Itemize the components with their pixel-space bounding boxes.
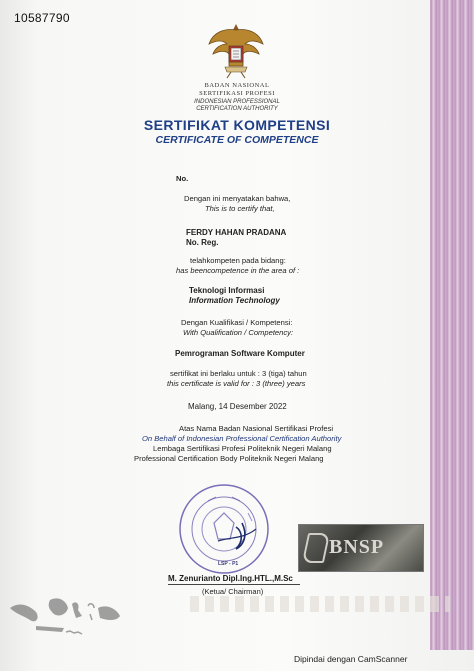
competent-statement-en: has beencompetence in the area of : [176, 266, 300, 275]
certificate-title: SERTIFIKAT KOMPETENSI [143, 117, 331, 133]
signature-line [168, 584, 300, 585]
security-pattern-strip [190, 596, 450, 612]
signatory-name: M. Zenurianto Dipl.Ing.HTL.,M.Sc [168, 574, 293, 583]
certify-statement-id: Dengan ini menyatakan bahwa, [184, 194, 291, 203]
behalf-statement-id: Atas Nama Badan Nasional Sertifikasi Profesi [179, 424, 334, 433]
garuda-emblem-icon [205, 20, 267, 82]
bnsp-logo [298, 524, 424, 572]
scanner-watermark: Dipindai dengan CamScanner [294, 654, 408, 664]
field-name-en: Information Technology [189, 296, 280, 305]
certificate-id-number: 10587790 [14, 11, 70, 25]
lsp-name-id: Lembaga Sertifikasi Profesi Politeknik Negeri Malang [153, 444, 332, 453]
lsp-name-en: Professional Certification Body Politeknik Negeri Malang [134, 454, 324, 463]
issuer-name [0, 82, 474, 98]
issuer-line-2: SERTIFIKASI PROFESI [199, 90, 275, 97]
field-name-id: Teknologi Informasi [189, 286, 265, 295]
registration-label: No. Reg. [186, 238, 219, 247]
signatory-role: (Ketua/ Chairman) [202, 587, 264, 596]
validity-statement-id: sertifikat ini berlaku untuk : 3 (tiga) tahun [170, 369, 307, 378]
bnsp-logo-text: BNSP [329, 536, 385, 558]
place-date: Malang, 14 Desember 2022 [188, 402, 287, 411]
number-label: No. [176, 174, 189, 183]
seal-label: LSP - P1 [218, 561, 239, 567]
behalf-statement-en: On Behalf of Indonesian Professional Certification Authority [142, 434, 342, 443]
issuer-line-3: INDONESIAN PROFESSIONAL [194, 99, 280, 105]
issuer-name-en [0, 99, 474, 113]
qualification-label-en: With Qualification / Competency: [183, 328, 294, 337]
validity-statement-en: this certificate is valid for : 3 (three) years [167, 379, 306, 388]
competent-statement-id: telahkompeten pada bidang: [190, 256, 286, 265]
bnsp-mark-icon [302, 533, 330, 563]
certify-statement-en: This is to certify that, [205, 204, 275, 213]
indonesia-map-icon [6, 590, 124, 640]
qualification-label-id: Dengan Kualifikasi / Kompetensi: [181, 318, 293, 327]
certificate-subtitle: CERTIFICATE OF COMPETENCE [155, 134, 319, 146]
issuer-line-1: BADAN NASIONAL [204, 82, 270, 89]
holder-name: FERDY HAHAN PRADANA [186, 228, 287, 237]
qualification-name: Pemrograman Software Komputer [175, 349, 305, 358]
issuer-line-4: CERTIFICATION AUTHORITY [196, 106, 278, 112]
